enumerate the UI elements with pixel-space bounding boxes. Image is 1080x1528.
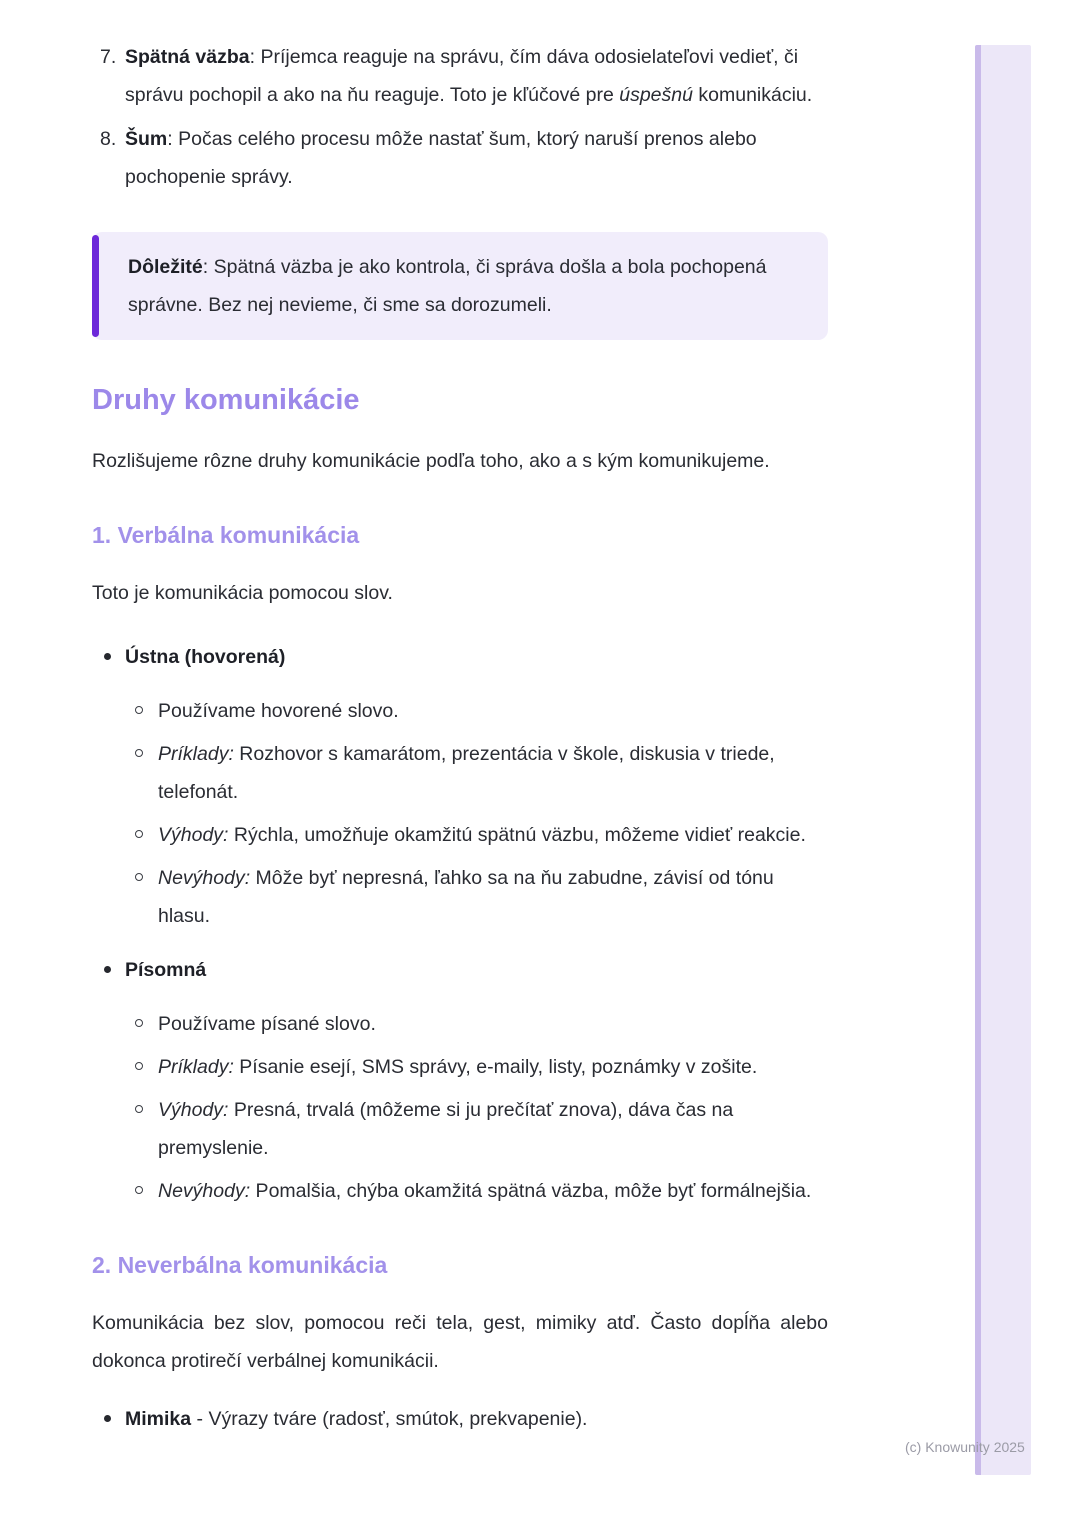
point-lead: Nevýhody: [158,1180,251,1202]
point-lead: Nevýhody: [158,867,251,889]
circle-bullet-icon [135,1019,143,1027]
bullet-icon [104,1415,111,1422]
group-label: Ústna (hovorená) [125,646,286,668]
point-text: Používame písané slovo. [158,1013,376,1035]
point-text: Pomalšia, chýba okamžitá spätná väzba, môže byť formálnejšia. [250,1180,812,1202]
document-content [92,38,828,1454]
circle-bullet-icon [135,749,143,757]
section-intro: Rozlišujeme rôzne druhy komunikácie podľa toho, ako a s kým komunikujeme. [92,450,770,472]
point [125,692,828,730]
point-lead: Príklady: [158,743,234,765]
list-item-body-end: komunikáciu. [692,84,813,106]
circle-bullet-icon [135,873,143,881]
circle-bullet-icon [135,1186,143,1194]
list-item-7 [92,38,828,114]
list-item-body: : Počas celého procesu môže nastať šum, ktorý naruší prenos alebo pochopenie správy. [125,128,757,188]
subsection-2-intro: Komunikácia bez slov, pomocou reči tela, gest, mimiky atď. Často dopĺňa alebo dokonca protirečí verbálnej komunikácii. [92,1312,828,1372]
side-rail [975,45,1031,1475]
list-item-number: 7. [100,46,117,68]
term-sum: Šum [125,128,168,150]
group-ustna [92,638,828,935]
list-item-text [125,38,828,114]
point-lead: Príklady: [158,1056,234,1078]
list-item-body: : Príjemca reaguje na správu, čím dáva odosielateľovi vedieť, či správu pochopil a ako na ňu reaguje. Toto je kľúčové pre [125,46,799,106]
numbered-list [92,38,828,196]
subsection-2-title: 2. Neverbálna komunikácia [92,1252,388,1278]
group-ustna-points [125,692,828,935]
list-item-number: 8. [100,128,117,150]
point-text: Písanie esejí, SMS správy, e-maily, listy, poznámky v zošite. [233,1056,758,1078]
callout-accent-bar [92,235,99,337]
nonverbal-list [92,1400,828,1438]
point [125,1172,828,1210]
callout-important [92,232,828,340]
copyright-footer: (c) Knowunity 2025 [905,1439,1025,1455]
circle-bullet-icon [135,1105,143,1113]
bullet-icon [104,653,111,660]
callout-label: Dôležité [128,256,203,278]
subsection-1-title: 1. Verbálna komunikácia [92,522,360,548]
subsection-1-intro: Toto je komunikácia pomocou slov. [92,582,393,604]
point [125,859,828,935]
section-title: Druhy komunikácie [92,384,360,416]
point-text: Používame hovorené slovo. [158,700,399,722]
point [125,816,828,854]
point [125,1091,828,1167]
list-item-8 [92,120,828,196]
italic-emphasis: úspešnú [619,84,693,106]
point-text: Môže byť nepresná, ľahko sa na ňu zabudne, závisí od tónu hlasu. [158,867,774,927]
verbal-types-list [92,638,828,1210]
circle-bullet-icon [135,706,143,714]
point-lead: Výhody: [158,1099,229,1121]
point [125,1005,828,1043]
callout-text [128,248,798,324]
point-text: Rýchla, umožňuje okamžitú spätnú väzbu, môžeme vidieť reakcie. [228,824,806,846]
point [125,735,828,811]
list-item-text [125,120,828,196]
bullet-icon [104,966,111,973]
point-text: Presná, trvalá (môžeme si ju prečítať znova), dáva čas na premyslenie. [158,1099,734,1159]
callout-body: : Spätná väzba je ako kontrola, či správa došla a bola pochopená správne. Bez nej nevieme, či sme sa dorozumeli. [128,256,767,316]
bullet-mimika [92,1400,828,1438]
point-lead: Výhody: [158,824,229,846]
point-text: Rozhovor s kamarátom, prezentácia v škole, diskusia v triede, telefonát. [158,743,775,803]
group-pisomna [92,951,828,1210]
group-label: Písomná [125,959,207,981]
bullet-label: Mimika [125,1408,192,1430]
group-pisomna-points [125,1005,828,1210]
bullet-text: - Výrazy tváre (radosť, smútok, prekvapenie). [191,1408,588,1430]
circle-bullet-icon [135,1062,143,1070]
point [125,1048,828,1086]
circle-bullet-icon [135,830,143,838]
term-spatna-vazba: Spätná väzba [125,46,250,68]
